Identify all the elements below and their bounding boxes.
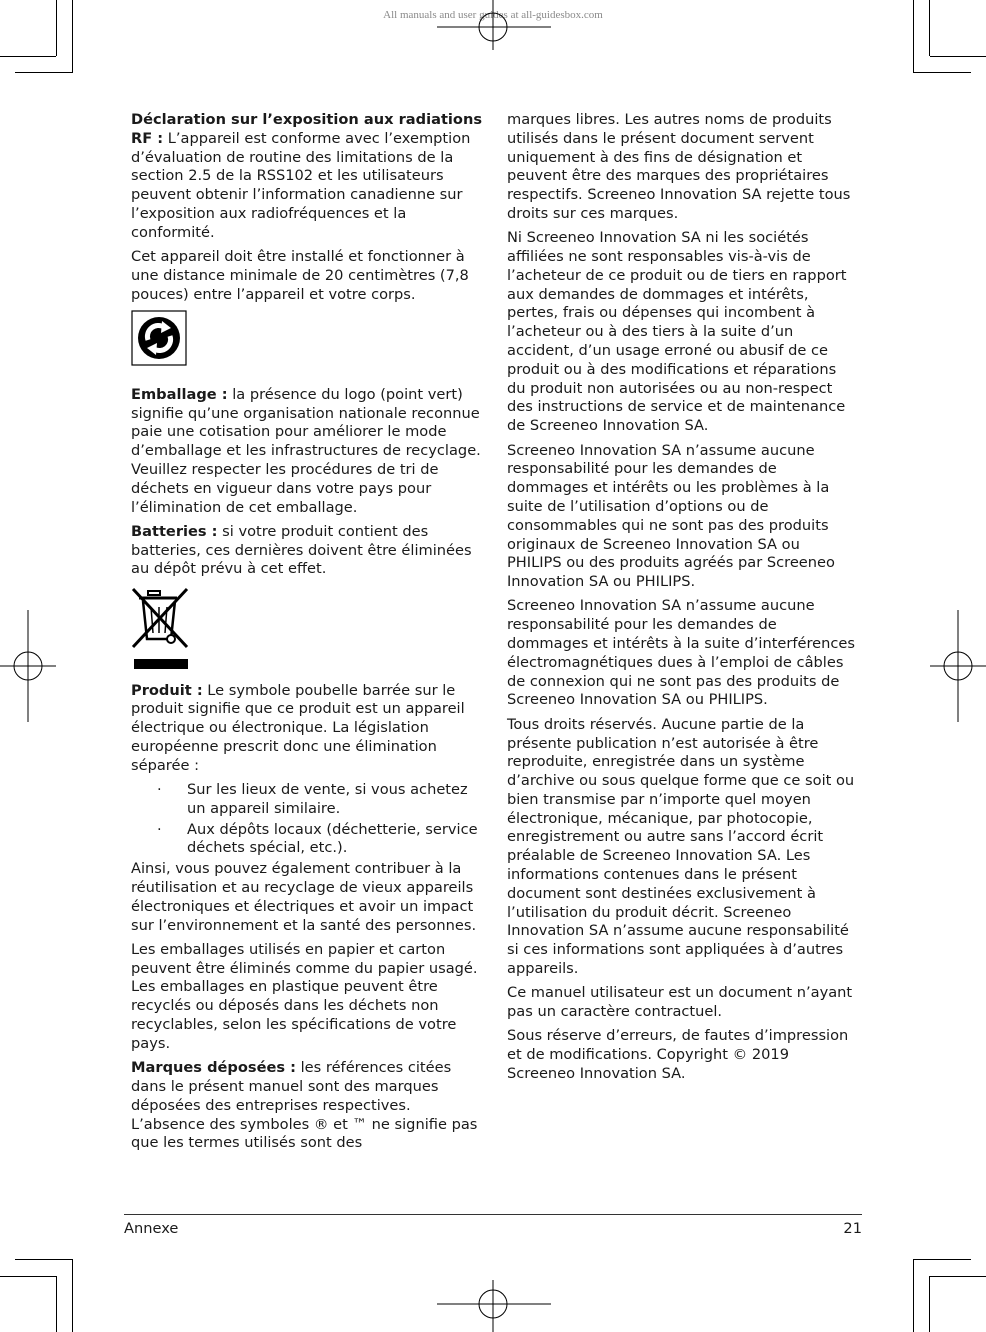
- rf-exposure-paragraph: [131, 111, 483, 243]
- footer-section: Annexe: [124, 1220, 179, 1237]
- rights-paragraph: Tous droits réservés. Aucune partie de la présente publication n’est autorisée à être reproduite, enregistrée dans un système d’archive ou sous quelque forme que ce soit ou bien transmise par n’importe quel moyen électronique, mécanique, par photocopie, enregistrement ou autre sans l’accord écrit préalable de Screeneo Innovation SA. Les informations contenues dans le présent document sont destinées exclusivement à l’utilisation du produit décrit. Screeneo Innovation SA n’assume aucune responsabilité si ces informations sont appliquées à d’autres appareils.: [507, 715, 855, 978]
- batteries-text: si votre produit contient des batteries, ces dernières doivent être éliminées au dépôt prévu à cet effet.: [131, 522, 472, 578]
- batteries-title: Batteries :: [131, 522, 218, 540]
- disposal-list: [131, 781, 483, 858]
- registration-mark-top: [437, 0, 551, 50]
- green-dot-icon: [131, 310, 187, 366]
- list-item: · Sur les lieux de vente, si vous achetez un appareil similaire.: [157, 781, 468, 817]
- weee-logo: [131, 585, 483, 677]
- trademarks-continued-paragraph: marques libres. Les autres noms de produits utilisés dans le présent document servent uniquement à des fins de désignation et peuvent être des marques des propriétaires respectifs. Screeneo Innovation SA rejette tous droits sur ces marques.: [507, 111, 851, 222]
- green-dot-logo: [131, 310, 483, 372]
- bullet-icon: ·: [157, 781, 162, 799]
- liability-paragraph: Ni Screeneo Innovation SA ni les sociétés affiliées ne sont responsables vis-à-vis de l’acheteur de ce produit ou de tiers en rapport aux demandes de dommages et intérêts, pertes, frais ou dépenses qui incombent à l’acheteur ou à des tiers à la suite d’un accident, d’un usage erroné ou abusif de ce produit ou à des modifications et réparations du produit non autorisées ou au non-respect des instructions de service et de maintenance de Screeneo Innovation SA.: [507, 229, 847, 435]
- copyright-paragraph: Sous réserve d’erreurs, de fautes d’impression et de modifications. Copyright © 2019 Screeneo Innovation SA.: [507, 1027, 849, 1083]
- product-title: Produit :: [131, 681, 203, 699]
- crossed-bin-icon: [131, 585, 191, 671]
- product-paragraph: [131, 682, 483, 776]
- left-column: [131, 111, 483, 1159]
- packaging-paragraph: [131, 386, 483, 518]
- product-text: Le symbole poubelle barrée sur le produit signifie que ce produit est un appareil électrique ou électronique. La législation européenne prescrit donc une élimination séparée :: [131, 681, 465, 774]
- trademarks-title: Marques déposées :: [131, 1059, 296, 1077]
- distance-paragraph: Cet appareil doit être installé et fonctionner à une distance minimale de 20 centimètres (7,8 pouces) entre l’appareil et votre corps.: [131, 248, 469, 303]
- packaging-title: Emballage :: [131, 385, 228, 403]
- page-number: 21: [843, 1220, 862, 1237]
- registration-mark-left: [0, 610, 56, 722]
- registration-mark-bottom: [437, 1280, 551, 1332]
- rf-exposure-title: Déclaration sur l’exposition aux radiations RF :: [131, 111, 483, 147]
- watermark: All manuals and user guides at all-guidesbox.com: [383, 9, 603, 21]
- list-item: · Aux dépôts locaux (déchetterie, service déchets spécial, etc.).: [157, 820, 478, 857]
- interference-paragraph: Screeneo Innovation SA n’assume aucune responsabilité pour les demandes de dommages et intérêts à la suite d’interférences électromagnétiques dues à l’emploi de câbles de connexion qui ne sont pas des produits de Screeneo Innovation SA ou PHILIPS.: [507, 597, 856, 709]
- batteries-paragraph: [131, 523, 483, 579]
- trademarks-paragraph: [131, 1059, 483, 1153]
- rf-exposure-text: L’appareil est conforme avec l’exemption d’évaluation de routine des limitations de la section 2.5 de la RSS102 et les utilisateurs peuvent obtenir l’information canadienne sur l’exposition aux radiofréquences et la conformité.: [131, 129, 471, 241]
- right-column: [507, 111, 857, 1089]
- bullet-icon: ·: [157, 820, 162, 838]
- non-contractual-paragraph: Ce manuel utilisateur est un document n’ayant pas un caractère contractuel.: [507, 984, 853, 1021]
- packaging-disposal-paragraph: Les emballages utilisés en papier et carton peuvent être éliminés comme du papier usagé. Les emballages en plastique peuvent être recyclés ou déposés dans les déchets non recyclables, selon les spécifications de votre pays.: [131, 940, 478, 1052]
- packaging-text: la présence du logo (point vert) signifie qu’une organisation nationale reconnue paie une cotisation pour améliorer le mode d’emballage et les infrastructures de recyclage. Veuillez respecter les procédures de tri de déchets en vigueur dans votre pays pour l’élimination de cet emballage.: [131, 385, 481, 516]
- trademarks-text: les références citées dans le présent manuel sont des marques déposées des entreprises respectives. L’absence des symboles ® et ™ ne signifie pas que les termes utilisés sont des: [131, 1059, 478, 1152]
- reuse-paragraph: Ainsi, vous pouvez également contribuer à la réutilisation et au recyclage de vieux appareils électroniques et électriques et avoir un impact sur l’environnement et la santé des personnes.: [131, 860, 477, 934]
- footer-divider: [124, 1214, 862, 1215]
- options-liability-paragraph: Screeneo Innovation SA n’assume aucune responsabilité pour les demandes de dommages et intérêts ou les problèmes à la suite de l’utilisation d’options ou de consommables qui ne sont pas des produits originaux de Screeneo Innovation SA ou PHILIPS ou des produits agréés par Screeneo Innovation SA ou PHILIPS.: [507, 441, 835, 591]
- registration-mark-right: [930, 610, 986, 722]
